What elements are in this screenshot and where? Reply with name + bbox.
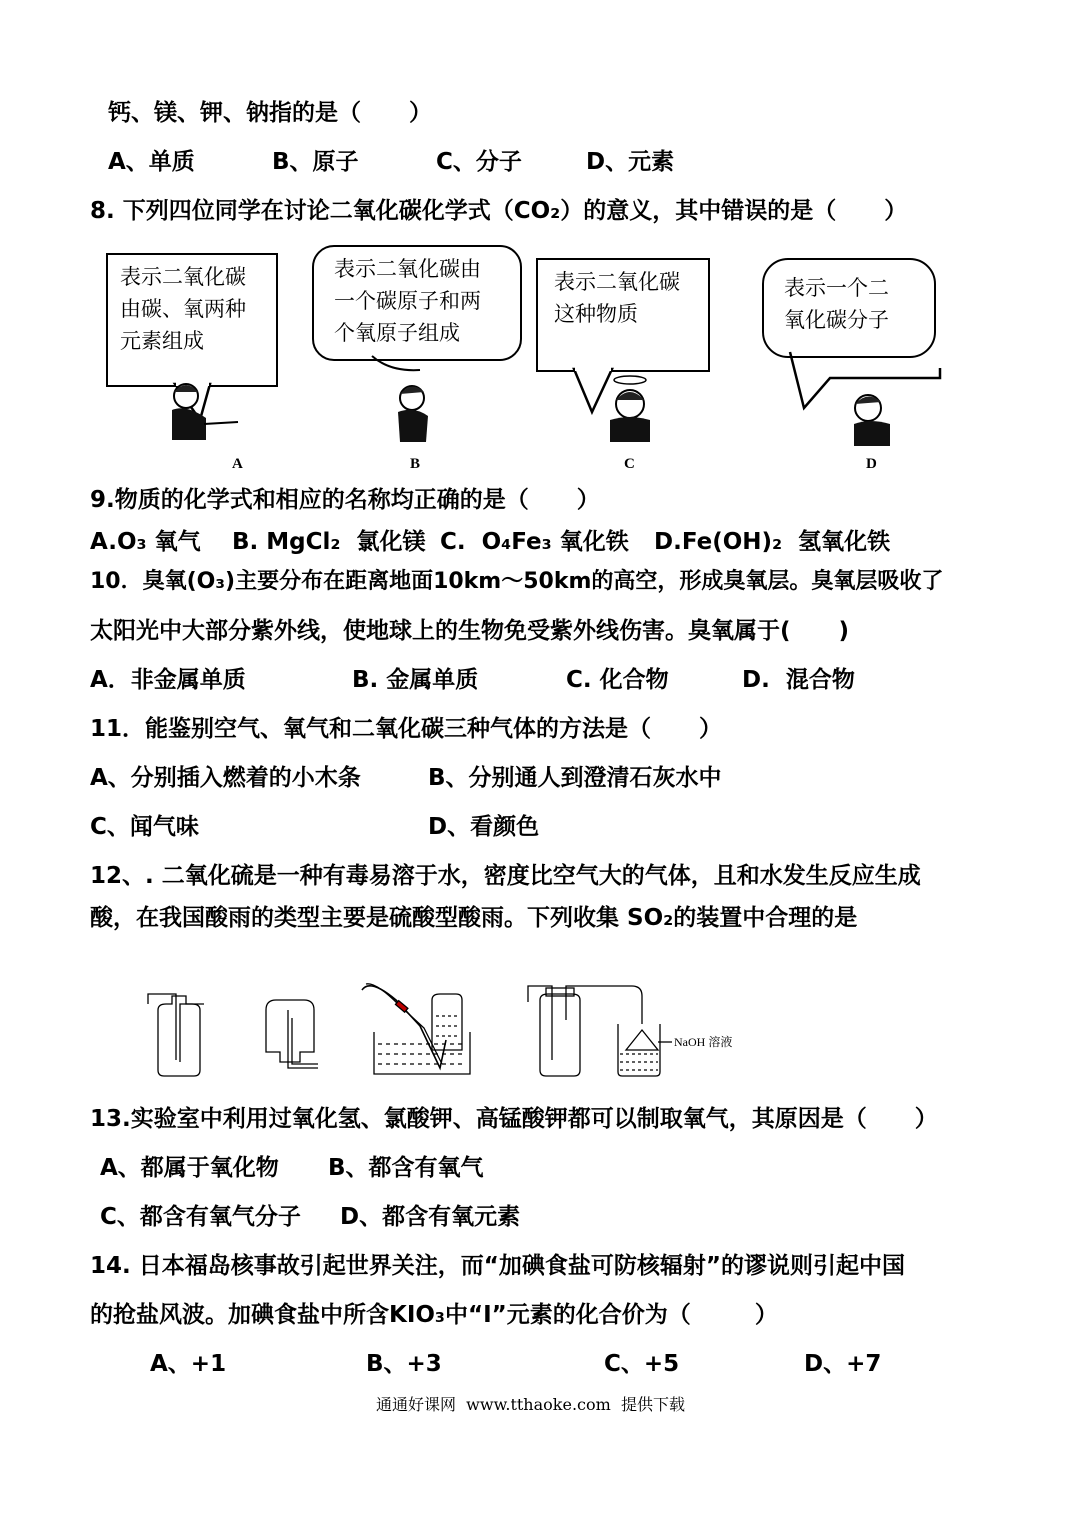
q7-option-a: A、单质	[108, 149, 195, 175]
q9-stem: 9.物质的化学式和相应的名称均正确的是（ ）	[90, 487, 600, 513]
q14-option-a: A、+1	[150, 1351, 227, 1377]
speech-bubble-a-text: 表示二氧化碳 由碳、氧两种 元素组成	[120, 265, 246, 353]
speech-bubble-c-text: 表示二氧化碳 这种物质	[554, 270, 680, 326]
q11-option-b: B、分别通人到澄清石灰水中	[428, 765, 722, 791]
page-footer: 通通好课网 www.tthaoke.com 提供下载	[376, 1395, 685, 1414]
q13-option-b: B、都含有氧气	[328, 1155, 484, 1181]
q12-line-2: 酸，在我国酸雨的类型主要是硫酸型酸雨。下列收集 SO₂的装置中合理的是	[90, 905, 858, 931]
q10-option-b: B. 金属单质	[352, 667, 479, 693]
q10-option-a: A．非金属单质	[90, 667, 246, 693]
q7-option-b: B、原子	[272, 149, 359, 175]
naoh-solution-label: NaOH 溶液	[674, 1035, 733, 1049]
q13-option-c: C、都含有氧气分子	[100, 1204, 301, 1230]
gas-bottle-beaker-icon	[528, 986, 672, 1076]
q8-stem: 8. 下列四位同学在讨论二氧化碳化学式（CO₂）的意义，其中错误的是（ ）	[90, 198, 908, 224]
gas-bottle-1-icon	[148, 994, 204, 1076]
q14-line-1: 14. 日本福岛核事故引起世界关注，而“加碘食盐可防核辐射”的谬说则引起中国	[90, 1253, 905, 1279]
q13-option-a: A、都属于氧化物	[100, 1155, 279, 1181]
q11-option-a: A、分别插入燃着的小木条	[90, 765, 361, 791]
q9-option-d: D.Fe(OH)₂ 氢氧化铁	[654, 529, 891, 555]
speech-bubble-b-text: 表示二氧化碳由 一个碳原子和两 个氧原子组成	[334, 257, 481, 345]
q11-option-c: C、闻气味	[90, 814, 199, 840]
q7-option-d: D、元素	[586, 149, 675, 175]
q10-option-d: D. 混合物	[742, 667, 855, 693]
q10-line-2: 太阳光中大部分紫外线，使地球上的生物免受紫外线伤害。臭氧属于( )	[90, 618, 850, 644]
q11-stem: 11．能鉴别空气、氧气和二氧化碳三种气体的方法是（ ）	[90, 716, 723, 742]
figure-label-c: C	[624, 456, 635, 472]
q9-option-c: C. O₄Fe₃ 氧化铁	[440, 529, 629, 555]
q14-option-b: B、+3	[366, 1351, 442, 1377]
q12-line-1: 12、. 二氧化硫是一种有毒易溶于水，密度比空气大的气体，且和水发生反应生成	[90, 863, 921, 889]
q13-option-d: D、都含有氧元素	[340, 1204, 521, 1230]
q10-option-c: C. 化合物	[566, 667, 669, 693]
water-trough-icon	[362, 984, 470, 1074]
inverted-bottle-icon	[266, 1000, 318, 1068]
speech-bubble-d-text: 表示一个二 氧化碳分子	[784, 276, 889, 332]
q10-line-1: 10．臭氧(O₃)主要分布在距离地面10km～50km的高空，形成臭氧层。臭氧层吸收了	[90, 569, 944, 594]
q9-option-a: A.O₃ 氧气	[90, 529, 201, 555]
q9-option-b: B. MgCl₂ 氯化镁	[232, 529, 426, 555]
q14-line-2: 的抢盐风波。加碘食盐中所含KIO₃中“I”元素的化合价为（ ）	[90, 1302, 778, 1328]
q11-option-d: D、看颜色	[428, 814, 540, 840]
figure-label-d: D	[866, 456, 877, 472]
figure-label-a: A	[232, 456, 243, 472]
q7-option-c: C、分子	[436, 149, 522, 175]
q14-option-d: D、+7	[804, 1351, 882, 1377]
q13-stem: 13.实验室中利用过氧化氢、氯酸钾、高锰酸钾都可以制取氧气，其原因是（ ）	[90, 1106, 938, 1132]
figure-label-b: B	[410, 456, 421, 472]
q7-stem: 钙、镁、钾、钠指的是（ ）	[108, 100, 433, 126]
q14-option-c: C、+5	[604, 1351, 680, 1377]
